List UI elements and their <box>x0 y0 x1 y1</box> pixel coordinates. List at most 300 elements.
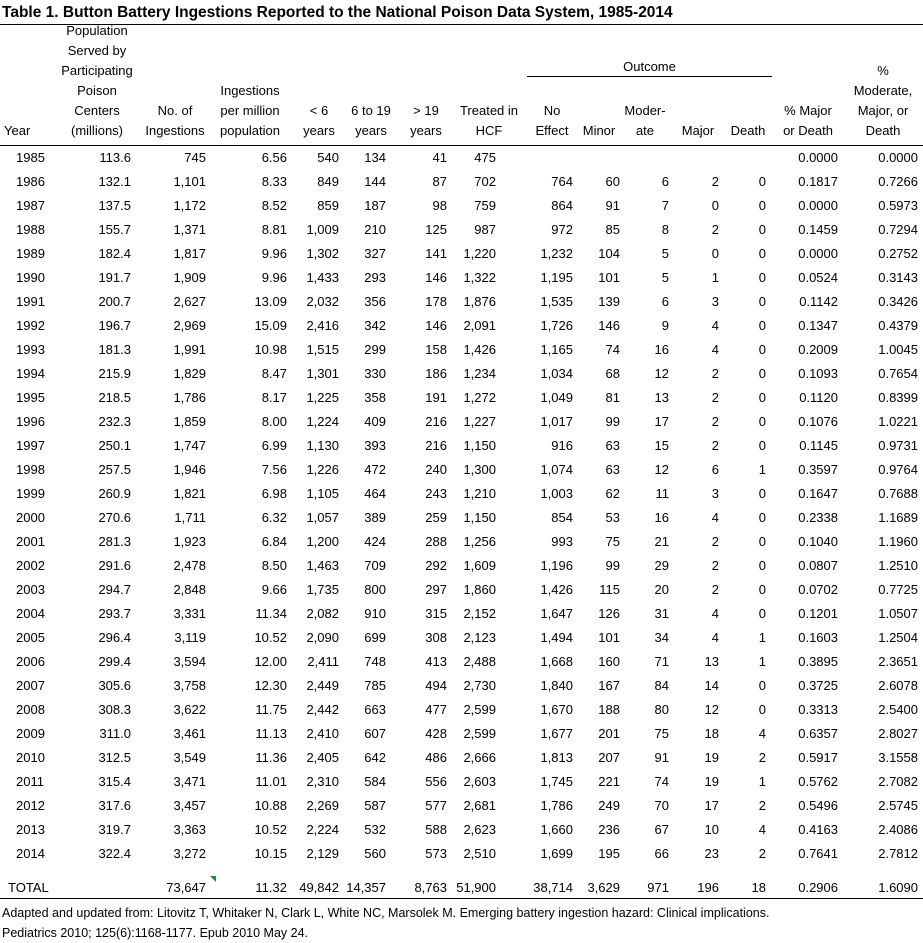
cell-pct-mod: 0.7266 <box>878 174 918 189</box>
cell-per-million: 8.17 <box>262 390 287 405</box>
cell-major: 4 <box>712 318 719 333</box>
column-header-line: Death <box>844 121 922 141</box>
cell-pct-mod: 2.4086 <box>878 822 918 837</box>
cell-year: 1990 <box>16 270 45 285</box>
cell-hcf: 2,510 <box>463 846 496 861</box>
cell-major: 4 <box>712 510 719 525</box>
cell-year: 2005 <box>16 630 45 645</box>
cell-year: 1991 <box>16 294 45 309</box>
cell-ingestions: 1,817 <box>173 246 206 261</box>
cell-population: 191.7 <box>98 270 131 285</box>
column-header-line: Poison <box>54 81 140 101</box>
cell-death: 1 <box>759 630 766 645</box>
cell-year: 1994 <box>16 366 45 381</box>
cell-minor: 91 <box>606 198 620 213</box>
cell-hcf: 1,876 <box>463 294 496 309</box>
cell-no-effect: 1,647 <box>540 606 573 621</box>
cell-ingestions: 1,821 <box>173 486 206 501</box>
cell-year: 2006 <box>16 654 45 669</box>
cell-no-effect: 1,670 <box>540 702 573 717</box>
cell-no-effect: 1,003 <box>540 486 573 501</box>
cell-pct-mod: 0.0000 <box>878 150 918 165</box>
cell-major: 4 <box>712 606 719 621</box>
table-row <box>0 362 923 386</box>
cell-minor: 75 <box>606 534 620 549</box>
cell-minor: 201 <box>598 726 620 741</box>
cell-population: 200.7 <box>98 294 131 309</box>
table-row <box>0 530 923 554</box>
outcome-group-label: Outcome <box>527 59 772 74</box>
cell-hcf: 2,123 <box>463 630 496 645</box>
cell-no-effect: 1,017 <box>540 414 573 429</box>
table-row <box>0 650 923 674</box>
cell-minor: 207 <box>598 750 620 765</box>
cell-ingestions: 1,991 <box>173 342 206 357</box>
cell-ingestions: 2,478 <box>173 558 206 573</box>
cell-lt6: 1,130 <box>306 438 339 453</box>
cell-no-effect: 1,232 <box>540 246 573 261</box>
cell-population: 322.4 <box>98 846 131 861</box>
cell-per-million: 11.13 <box>255 726 287 741</box>
cell-hcf: 1,150 <box>463 438 496 453</box>
cell-per-million: 11.34 <box>255 606 287 621</box>
cell-pct-mod: 1.2510 <box>878 558 918 573</box>
cell-hcf: 759 <box>474 198 496 213</box>
cell-no-effect: 1,426 <box>540 582 573 597</box>
cell-age6-19: 393 <box>364 438 386 453</box>
cell-gt19: 588 <box>425 822 447 837</box>
cell-year: 2008 <box>16 702 45 717</box>
cell-pct-mod: 2.7812 <box>878 846 918 861</box>
cell-no-effect: 854 <box>551 510 573 525</box>
cell-major: 4 <box>712 630 719 645</box>
cell-major: 1 <box>712 270 719 285</box>
cell-population: 312.5 <box>98 750 131 765</box>
cell-year: 1986 <box>16 174 45 189</box>
total-row <box>0 874 923 898</box>
cell-age6-19: 409 <box>364 414 386 429</box>
cell-year: 2010 <box>16 750 45 765</box>
cell-moderate: 6 <box>662 174 669 189</box>
cell-age6-19: 584 <box>364 774 386 789</box>
column-header-line: years <box>405 121 447 141</box>
cell-death: 2 <box>759 846 766 861</box>
cell-death: 1 <box>759 774 766 789</box>
cell-pct-mod: 0.7294 <box>878 222 918 237</box>
cell-no-effect: 1,535 <box>540 294 573 309</box>
cell-lt6: 2,082 <box>306 606 339 621</box>
column-header-line: (millions) <box>54 121 140 141</box>
cell-hcf: 1,300 <box>463 462 496 477</box>
cell-per-million: 12.30 <box>254 678 287 693</box>
column-header-pct-mod <box>844 61 922 141</box>
cell-lt6: 1,301 <box>306 366 339 381</box>
cell-major: 2 <box>712 366 719 381</box>
cell-gt19: 259 <box>425 510 447 525</box>
cell-population: 281.3 <box>98 534 131 549</box>
cell-ingestions: 1,101 <box>173 174 206 189</box>
cell-death: 0 <box>759 438 766 453</box>
table-title: Table 1. Button Battery Ingestions Reported to the National Poison Data System, 1985-2014 <box>2 4 673 22</box>
cell-year: 2013 <box>16 822 45 837</box>
cell-ingestions: 1,786 <box>173 390 206 405</box>
cell-major: 19 <box>705 774 719 789</box>
cell-age6-19: 587 <box>364 798 386 813</box>
cell-year: 1999 <box>16 486 45 501</box>
cell-minor: 126 <box>598 606 620 621</box>
column-header-line: < 6 <box>298 101 340 121</box>
cell-pct-mod: 1.0045 <box>878 342 918 357</box>
cell-no-effect: 1,494 <box>540 630 573 645</box>
cell-death: 0 <box>759 294 766 309</box>
cell-ingestions: 3,622 <box>173 702 206 717</box>
cell-minor: 60 <box>606 174 620 189</box>
column-header-line: or Death <box>776 121 840 141</box>
cell-major: 0 <box>712 198 719 213</box>
cell-age6-19: 910 <box>364 606 386 621</box>
cell-per-million: 8.00 <box>262 414 287 429</box>
cell-pct-major: 0.1145 <box>799 438 838 453</box>
cell-population: 181.3 <box>98 342 131 357</box>
column-header-line: Moderate, <box>844 81 922 101</box>
column-header-major <box>677 121 719 141</box>
cell-gt19: 573 <box>425 846 447 861</box>
cell-major: 3 <box>712 294 719 309</box>
column-header-per-million <box>213 81 287 141</box>
cell-pct-major: 0.1093 <box>798 366 838 381</box>
cell-lt6: 1,200 <box>306 534 339 549</box>
cell-pct-mod: 0.7725 <box>878 582 918 597</box>
cell-death: 2 <box>759 798 766 813</box>
cell-gt19: 288 <box>425 534 447 549</box>
cell-pct-major: 0.1647 <box>798 486 838 501</box>
cell-gt19: 297 <box>425 582 447 597</box>
cell-pct-major: 0.7641 <box>798 846 838 861</box>
cell-population: 196.7 <box>98 318 131 333</box>
cell-moderate: 7 <box>662 198 669 213</box>
cell-lt6: 849 <box>317 174 339 189</box>
cell-moderate: 17 <box>655 414 669 429</box>
cell-minor: 68 <box>606 366 620 381</box>
table-row <box>0 506 923 530</box>
cell-moderate: 5 <box>662 246 669 261</box>
cell-gt19: 413 <box>425 654 447 669</box>
cell-hcf: 2,623 <box>463 822 496 837</box>
cell-ingestions: 3,758 <box>173 678 206 693</box>
cell-gt19: 577 <box>425 798 447 813</box>
cell-population: 215.9 <box>98 366 131 381</box>
cell-ingestions: 1,946 <box>173 462 206 477</box>
cell-ingestions: 2,627 <box>173 294 206 309</box>
cell-age6-19: 709 <box>364 558 386 573</box>
table-row <box>0 146 923 170</box>
cell-moderate: 12 <box>655 462 669 477</box>
cell-per-million: 10.52 <box>254 822 287 837</box>
cell-pct-major: 0.1459 <box>798 222 838 237</box>
cell-major: 13 <box>705 654 719 669</box>
table-row <box>0 698 923 722</box>
column-header-no-effect <box>530 101 574 141</box>
cell-per-million: 11.75 <box>255 702 287 717</box>
column-header-line: No <box>530 101 574 121</box>
column-header-pct-major <box>776 101 840 141</box>
table-row <box>0 194 923 218</box>
total-cell-pct-major: 0.2906 <box>798 880 838 895</box>
cell-death: 0 <box>759 246 766 261</box>
cell-population: 132.1 <box>98 174 131 189</box>
cell-gt19: 158 <box>425 342 447 357</box>
cell-minor: 74 <box>606 342 620 357</box>
cell-major: 19 <box>705 750 719 765</box>
cell-hcf: 987 <box>474 222 496 237</box>
cell-no-effect: 864 <box>551 198 573 213</box>
cell-lt6: 2,129 <box>306 846 339 861</box>
table-row <box>0 410 923 434</box>
cell-lt6: 2,032 <box>306 294 339 309</box>
cell-gt19: 494 <box>425 678 447 693</box>
cell-minor: 221 <box>598 774 620 789</box>
cell-moderate: 16 <box>655 510 669 525</box>
cell-minor: 188 <box>598 702 620 717</box>
cell-hcf: 1,150 <box>463 510 496 525</box>
cell-population: 257.5 <box>98 462 131 477</box>
cell-ingestions: 3,461 <box>173 726 206 741</box>
cell-ingestions: 3,471 <box>173 774 206 789</box>
column-header-line: > 19 <box>405 101 447 121</box>
cell-per-million: 15.09 <box>254 318 287 333</box>
cell-minor: 53 <box>606 510 620 525</box>
cell-age6-19: 748 <box>364 654 386 669</box>
cell-death: 1 <box>759 462 766 477</box>
cell-gt19: 315 <box>425 606 447 621</box>
cell-minor: 81 <box>606 390 620 405</box>
table-row <box>0 794 923 818</box>
cell-ingestions: 745 <box>184 150 206 165</box>
cell-pct-mod: 1.1960 <box>878 534 918 549</box>
cell-population: 137.5 <box>98 198 131 213</box>
cell-pct-major: 0.0000 <box>798 246 838 261</box>
cell-gt19: 87 <box>433 174 447 189</box>
cell-moderate: 21 <box>655 534 669 549</box>
column-header-line: Major <box>677 121 719 141</box>
total-cell-pct-mod: 1.6090 <box>878 880 918 895</box>
cell-year: 2007 <box>16 678 45 693</box>
cell-lt6: 2,416 <box>306 318 339 333</box>
cell-minor: 63 <box>606 462 620 477</box>
column-header-line: Year <box>4 121 44 141</box>
cell-major: 12 <box>705 702 719 717</box>
cell-year: 1988 <box>16 222 45 237</box>
column-header-line: per million <box>213 101 287 121</box>
cell-pct-major: 0.1142 <box>799 294 838 309</box>
cell-death: 4 <box>759 726 766 741</box>
cell-gt19: 428 <box>425 726 447 741</box>
cell-hcf: 2,091 <box>463 318 496 333</box>
cell-ingestions: 3,457 <box>173 798 206 813</box>
cell-no-effect: 916 <box>551 438 573 453</box>
column-header-line: ate <box>624 121 666 141</box>
cell-death: 0 <box>759 534 766 549</box>
cell-major: 2 <box>712 174 719 189</box>
cell-year: 2012 <box>16 798 45 813</box>
cell-gt19: 125 <box>425 222 447 237</box>
cell-age6-19: 699 <box>364 630 386 645</box>
cell-population: 250.1 <box>98 438 131 453</box>
cell-death: 0 <box>759 222 766 237</box>
cell-lt6: 2,411 <box>307 654 339 669</box>
cell-major: 18 <box>705 726 719 741</box>
cell-no-effect: 1,049 <box>540 390 573 405</box>
cell-population: 218.5 <box>98 390 131 405</box>
cell-per-million: 8.52 <box>262 198 287 213</box>
cell-gt19: 243 <box>425 486 447 501</box>
column-header-line: Death <box>726 121 770 141</box>
cell-population: 155.7 <box>98 222 131 237</box>
column-header-gt19 <box>405 101 447 141</box>
cell-lt6: 1,302 <box>306 246 339 261</box>
cell-minor: 101 <box>598 630 620 645</box>
table-row <box>0 242 923 266</box>
cell-death: 0 <box>759 174 766 189</box>
column-header-line: Served by <box>54 41 140 61</box>
cell-pct-mod: 0.4379 <box>878 318 918 333</box>
cell-moderate: 80 <box>655 702 669 717</box>
cell-pct-mod: 2.6078 <box>878 678 918 693</box>
cell-pct-major: 0.3313 <box>798 702 838 717</box>
cell-moderate: 29 <box>655 558 669 573</box>
cell-death: 0 <box>759 702 766 717</box>
cell-minor: 104 <box>598 246 620 261</box>
cell-gt19: 292 <box>425 558 447 573</box>
column-header-line: Population <box>54 21 140 41</box>
cell-pct-major: 0.0807 <box>798 558 838 573</box>
cell-major: 10 <box>705 822 719 837</box>
cell-gt19: 486 <box>425 750 447 765</box>
cell-ingestions: 2,969 <box>173 318 206 333</box>
cell-age6-19: 607 <box>364 726 386 741</box>
cell-year: 1989 <box>16 246 45 261</box>
cell-pct-mod: 2.3651 <box>878 654 918 669</box>
cell-no-effect: 1,074 <box>540 462 573 477</box>
cell-population: 319.7 <box>98 822 131 837</box>
cell-major: 0 <box>712 246 719 261</box>
total-cell-age6-19: 14,357 <box>346 880 386 895</box>
cell-death: 0 <box>759 270 766 285</box>
cell-pct-mod: 2.8027 <box>878 726 918 741</box>
cell-population: 311.0 <box>99 726 131 741</box>
cell-moderate: 91 <box>655 750 669 765</box>
cell-major: 2 <box>712 582 719 597</box>
column-header-age6-19 <box>345 101 397 141</box>
cell-pct-major: 0.1201 <box>798 606 838 621</box>
column-header-line: % Major <box>776 101 840 121</box>
cell-population: 294.7 <box>98 582 131 597</box>
cell-ingestions: 3,331 <box>173 606 206 621</box>
cell-hcf: 1,234 <box>463 366 496 381</box>
cell-major: 2 <box>712 534 719 549</box>
cell-gt19: 216 <box>425 438 447 453</box>
cell-moderate: 12 <box>655 366 669 381</box>
table-row <box>0 314 923 338</box>
cell-pct-mod: 2.5745 <box>878 798 918 813</box>
cell-pct-major: 0.0702 <box>798 582 838 597</box>
cell-pct-major: 0.5917 <box>798 750 838 765</box>
cell-per-million: 6.32 <box>262 510 287 525</box>
cell-death: 0 <box>759 510 766 525</box>
cell-death: 0 <box>759 582 766 597</box>
cell-lt6: 2,310 <box>306 774 339 789</box>
column-header-line: Treated in <box>452 101 526 121</box>
cell-pct-major: 0.0524 <box>798 270 838 285</box>
cell-no-effect: 1,699 <box>540 846 573 861</box>
cell-ingestions: 1,172 <box>173 198 206 213</box>
cell-hcf: 1,609 <box>463 558 496 573</box>
cell-minor: 115 <box>599 582 620 597</box>
cell-hcf: 2,666 <box>463 750 496 765</box>
cell-year: 2009 <box>16 726 45 741</box>
cell-major: 3 <box>712 486 719 501</box>
cell-major: 23 <box>705 846 719 861</box>
cell-gt19: 146 <box>425 318 447 333</box>
cell-per-million: 10.52 <box>254 630 287 645</box>
table-row <box>0 386 923 410</box>
cell-per-million: 6.84 <box>262 534 287 549</box>
cell-hcf: 1,426 <box>463 342 496 357</box>
cell-moderate: 31 <box>655 606 669 621</box>
cell-age6-19: 187 <box>364 198 386 213</box>
cell-no-effect: 993 <box>551 534 573 549</box>
cell-major: 2 <box>712 390 719 405</box>
cell-minor: 167 <box>598 678 620 693</box>
cell-minor: 101 <box>598 270 620 285</box>
cell-population: 305.6 <box>98 678 131 693</box>
column-header-line: Participating <box>54 61 140 81</box>
table-row <box>0 842 923 866</box>
cell-gt19: 477 <box>425 702 447 717</box>
cell-pct-major: 0.1120 <box>799 390 838 405</box>
cell-year: 1987 <box>16 198 45 213</box>
cell-year: 1992 <box>16 318 45 333</box>
cell-age6-19: 210 <box>364 222 386 237</box>
cell-moderate: 84 <box>655 678 669 693</box>
cell-age6-19: 642 <box>364 750 386 765</box>
cell-major: 2 <box>712 414 719 429</box>
cell-population: 315.4 <box>98 774 131 789</box>
column-header-ingestions <box>140 101 210 141</box>
cell-pct-mod: 1.2504 <box>878 630 918 645</box>
table-row <box>0 746 923 770</box>
column-header-lt6 <box>298 101 340 141</box>
table-row <box>0 674 923 698</box>
cell-pct-major: 0.6357 <box>798 726 838 741</box>
cell-hcf: 702 <box>474 174 496 189</box>
cell-per-million: 9.96 <box>262 270 287 285</box>
cell-age6-19: 663 <box>364 702 386 717</box>
cell-gt19: 191 <box>425 390 447 405</box>
cell-year: 2004 <box>16 606 45 621</box>
cell-no-effect: 1,196 <box>540 558 573 573</box>
cell-no-effect: 972 <box>551 222 573 237</box>
cell-no-effect: 764 <box>551 174 573 189</box>
cell-hcf: 2,599 <box>463 726 496 741</box>
cell-population: 260.9 <box>98 486 131 501</box>
cell-death: 0 <box>759 390 766 405</box>
cell-lt6: 1,735 <box>306 582 339 597</box>
cell-hcf: 2,488 <box>463 654 496 669</box>
cell-pct-mod: 1.1689 <box>878 510 918 525</box>
cell-death: 0 <box>759 198 766 213</box>
cell-per-million: 6.99 <box>262 438 287 453</box>
